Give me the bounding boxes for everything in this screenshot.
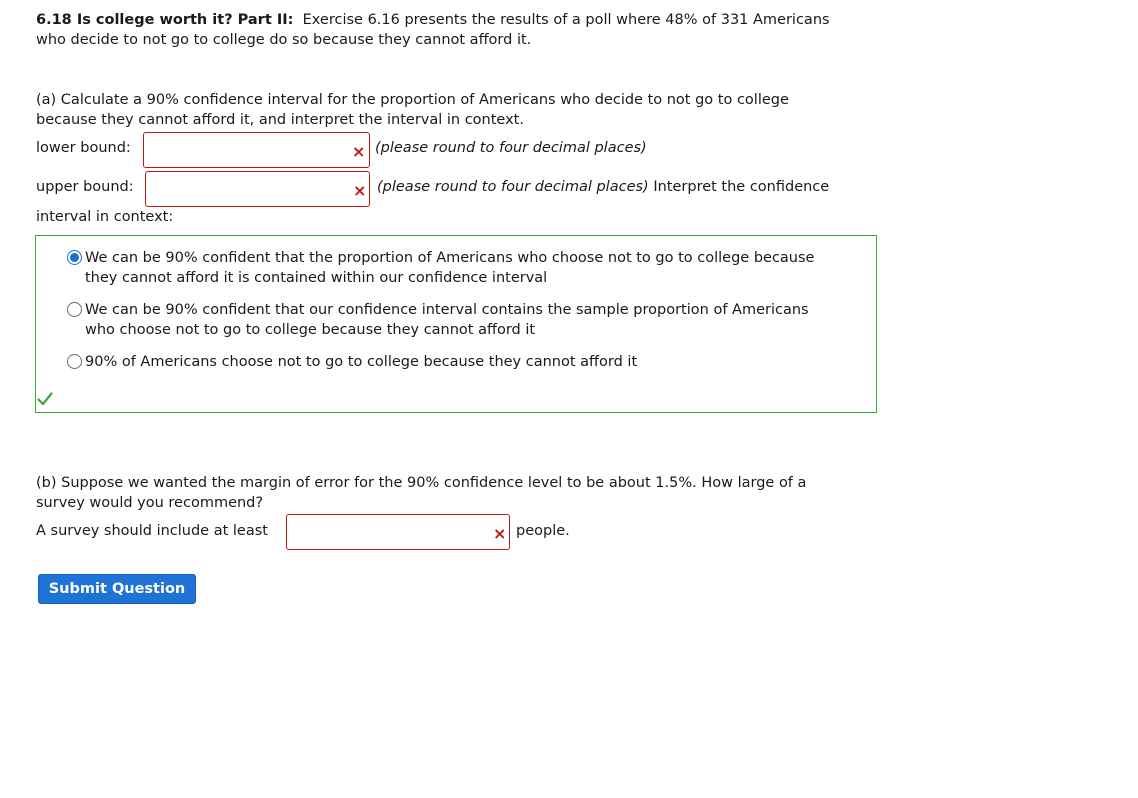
lower-bound-hint: (please round to four decimal places)	[375, 140, 647, 156]
choice-3-line1[interactable]: 90% of Americans choose not to go to college because they cannot afford it	[85, 354, 638, 370]
interpret-prompt: Interpret the confidence	[653, 179, 830, 195]
question-intro: Exercise 6.16 presents the results of a poll where 48% of 331 Americans	[302, 12, 830, 28]
survey-size-incorrect-icon: ×	[493, 524, 507, 543]
part-a-prompt-line2: because they cannot afford it, and interpret the interval in context.	[36, 112, 524, 128]
question-stem-line1	[36, 10, 830, 30]
upper-bound-incorrect-icon: ×	[353, 181, 367, 200]
choice-1-radio[interactable]	[67, 250, 82, 265]
question-stem-line2: who decide to not go to college do so because they cannot afford it.	[36, 32, 532, 48]
submit-question-button[interactable]: Submit Question	[38, 574, 196, 604]
choice-3-radio[interactable]	[67, 354, 82, 369]
survey-size-input[interactable]	[286, 514, 510, 550]
choice-1-line1[interactable]: We can be 90% confident that the proportion of Americans who choose not to go to college because	[85, 250, 815, 266]
part-b-prompt-line2: survey would you recommend?	[36, 495, 264, 511]
upper-bound-hint: (please round to four decimal places)	[377, 179, 649, 195]
choice-1-line2[interactable]: they cannot afford it is contained within our confidence interval	[85, 270, 548, 286]
part-a-prompt-line1: (a) Calculate a 90% confidence interval for the proportion of Americans who decide to not go to college	[36, 92, 789, 108]
question-title: 6.18 Is college worth it? Part II:	[36, 12, 294, 28]
lower-bound-label: lower bound:	[36, 140, 131, 156]
choice-2-line1[interactable]: We can be 90% confident that our confidence interval contains the sample proportion of Americans	[85, 302, 809, 318]
upper-bound-label: upper bound:	[36, 179, 134, 195]
choice-2-line2[interactable]: who choose not to go to college because they cannot afford it	[85, 322, 536, 338]
upper-bound-input[interactable]	[145, 171, 370, 207]
part-b-prompt-line1: (b) Suppose we wanted the margin of error for the 90% confidence level to be about 1.5%. How large of a	[36, 475, 807, 491]
lower-bound-incorrect-icon: ×	[352, 142, 366, 161]
survey-size-unit: people.	[516, 523, 570, 539]
choice-2-radio[interactable]	[67, 302, 82, 317]
correct-check-icon	[37, 392, 53, 406]
interpret-prompt-line2: interval in context:	[36, 209, 174, 225]
survey-size-label: A survey should include at least	[36, 523, 268, 539]
lower-bound-input[interactable]	[143, 132, 370, 168]
upper-bound-hint-line	[377, 177, 829, 197]
